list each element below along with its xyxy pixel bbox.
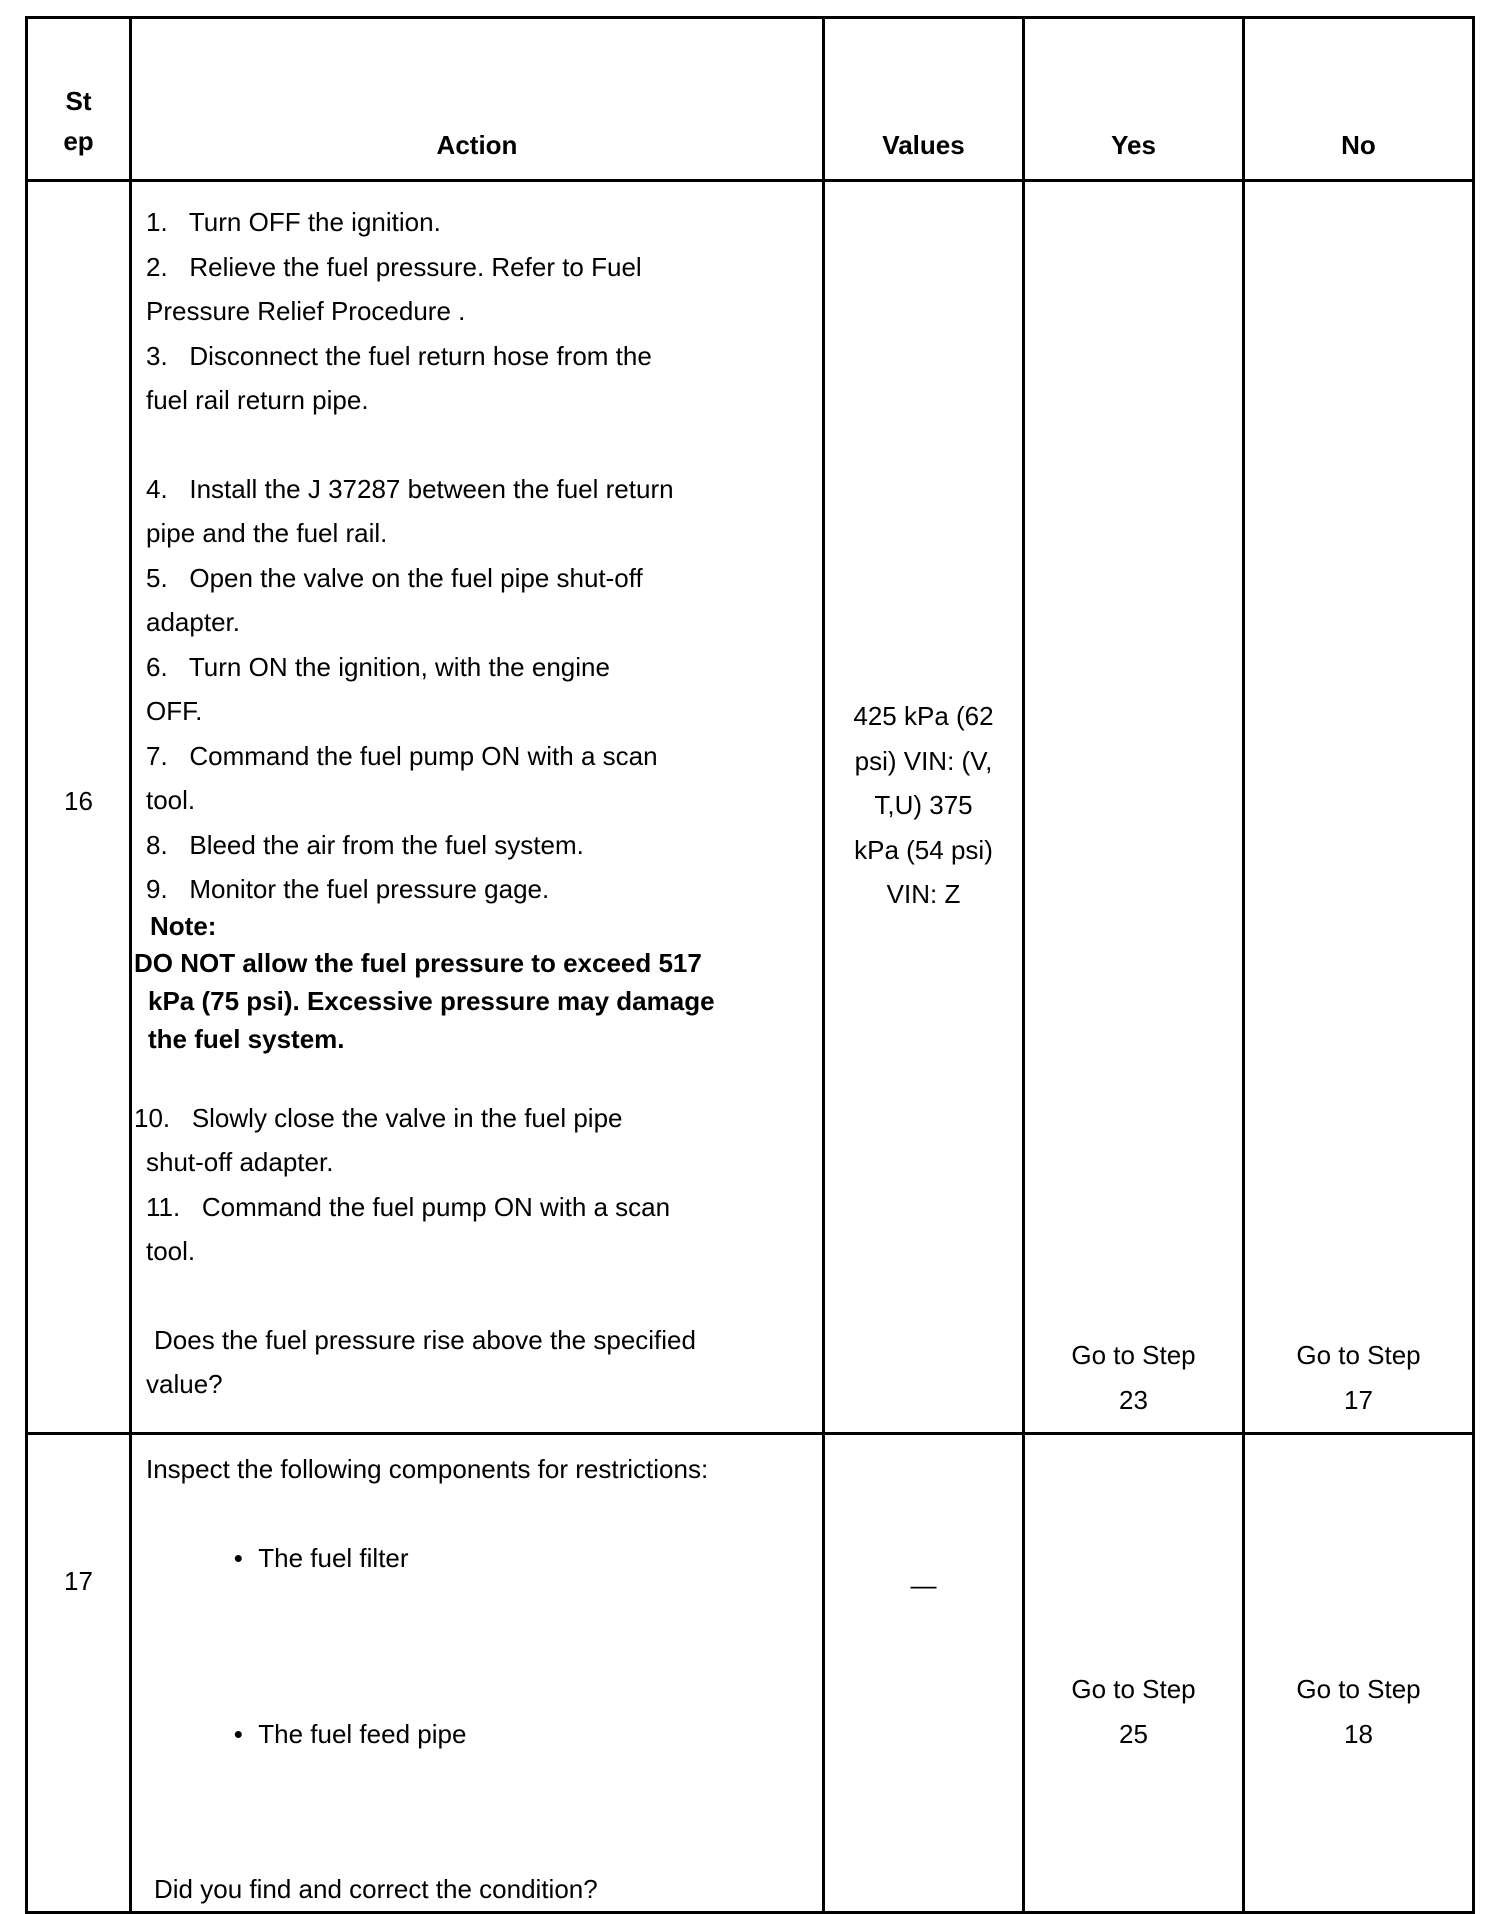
values-cell bbox=[824, 1434, 1024, 1913]
action-line: 11. Command the fuel pump ON with a scan bbox=[146, 1191, 671, 1222]
goto-label: Go to Step bbox=[1296, 1674, 1421, 1704]
action-line: 2. Relieve the fuel pressure. Refer to Fuel bbox=[146, 251, 642, 282]
action-line: Pressure Relief Procedure . bbox=[146, 296, 466, 326]
action-cell bbox=[131, 1434, 824, 1913]
values-text bbox=[825, 694, 1022, 917]
bullet-text: The fuel feed pipe bbox=[258, 1718, 467, 1749]
header-action: Action bbox=[131, 18, 824, 181]
yes-cell bbox=[1024, 181, 1244, 1434]
goto-label: Go to Step bbox=[1071, 1340, 1196, 1370]
action-line: 1. Turn OFF the ignition. bbox=[146, 207, 441, 237]
action-line: 3. Disconnect the fuel return hose from the bbox=[146, 340, 652, 371]
action-line: 7. Command the fuel pump ON with a scan bbox=[146, 740, 658, 771]
action-line: 10. Slowly close the valve in the fuel pipe bbox=[134, 1102, 623, 1133]
yes-goto bbox=[1025, 1667, 1242, 1756]
bullet-item bbox=[146, 1492, 822, 1626]
action-line: fuel rail return pipe. bbox=[146, 385, 369, 415]
values-line: 425 kPa (62 bbox=[853, 701, 994, 731]
step-cell bbox=[27, 181, 131, 1434]
values-text: — bbox=[910, 1570, 937, 1600]
goto-step: 17 bbox=[1344, 1384, 1373, 1415]
action-line: shut-off adapter. bbox=[146, 1147, 334, 1177]
bullet-text: The fuel filter bbox=[258, 1543, 409, 1573]
step-number: 16 bbox=[64, 786, 93, 816]
action-line: pipe and the fuel rail. bbox=[146, 518, 388, 548]
action-line: 6. Turn ON the ignition, with the engine bbox=[146, 651, 610, 682]
bullet-item bbox=[146, 1667, 822, 1801]
action-line: adapter. bbox=[146, 607, 240, 637]
action-cell bbox=[131, 181, 824, 1434]
action-line: 8. Bleed the air from the fuel system. bbox=[146, 829, 584, 860]
no-goto bbox=[1245, 1333, 1472, 1422]
action-line: tool. bbox=[146, 785, 196, 815]
header-step-line2: ep bbox=[63, 126, 94, 156]
header-step bbox=[27, 18, 131, 181]
note-body bbox=[134, 944, 822, 1058]
table-header-row bbox=[27, 18, 1474, 181]
no-cell bbox=[1244, 181, 1474, 1434]
values-line: kPa (54 psi) bbox=[854, 834, 993, 865]
no-goto bbox=[1245, 1667, 1472, 1756]
note-line: kPa (75 psi). Excessive pressure may damage bbox=[148, 985, 715, 1016]
action-line: 4. Install the J 37287 between the fuel return bbox=[146, 473, 674, 504]
goto-step: 23 bbox=[1119, 1384, 1148, 1415]
header-step-line1: St bbox=[65, 86, 92, 116]
goto-step: 18 bbox=[1344, 1718, 1373, 1749]
inspect-intro: Inspect the following components for restrictions: bbox=[146, 1454, 709, 1484]
question-line: Did you find and correct the condition? bbox=[154, 1873, 598, 1904]
note-line: the fuel system. bbox=[148, 1023, 345, 1054]
table-row-step-16 bbox=[27, 181, 1474, 1434]
goto-step: 25 bbox=[1119, 1718, 1148, 1749]
note-title: Note: bbox=[150, 910, 217, 941]
note-line: DO NOT allow the fuel pressure to exceed 517 bbox=[134, 947, 702, 978]
goto-label: Go to Step bbox=[1071, 1674, 1196, 1704]
yes-cell bbox=[1024, 1434, 1244, 1913]
no-cell bbox=[1244, 1434, 1474, 1913]
goto-label: Go to Step bbox=[1296, 1340, 1421, 1370]
action-line: 5. Open the valve on the fuel pipe shut-off bbox=[146, 562, 643, 593]
question-line: Does the fuel pressure rise above the specified bbox=[154, 1324, 696, 1355]
action-line: OFF. bbox=[146, 696, 203, 726]
step-number: 17 bbox=[64, 1566, 93, 1596]
question-line: value? bbox=[146, 1369, 223, 1399]
values-line: T,U) 375 bbox=[874, 790, 973, 820]
bullet-icon: • bbox=[233, 1718, 243, 1749]
values-line: psi) VIN: (V, bbox=[854, 745, 993, 776]
action-line: 9. Monitor the fuel pressure gage. bbox=[146, 874, 550, 904]
values-cell bbox=[824, 181, 1024, 1434]
header-yes: Yes bbox=[1024, 18, 1244, 181]
table-row-step-17 bbox=[27, 1434, 1474, 1913]
header-values: Values bbox=[824, 18, 1024, 181]
bullet-icon: • bbox=[233, 1543, 243, 1573]
yes-goto bbox=[1025, 1333, 1242, 1422]
diagnostic-table bbox=[25, 16, 1475, 1914]
values-line: VIN: Z bbox=[886, 879, 961, 909]
header-no: No bbox=[1244, 18, 1474, 181]
action-line: tool. bbox=[146, 1236, 196, 1266]
step-cell bbox=[27, 1434, 131, 1913]
